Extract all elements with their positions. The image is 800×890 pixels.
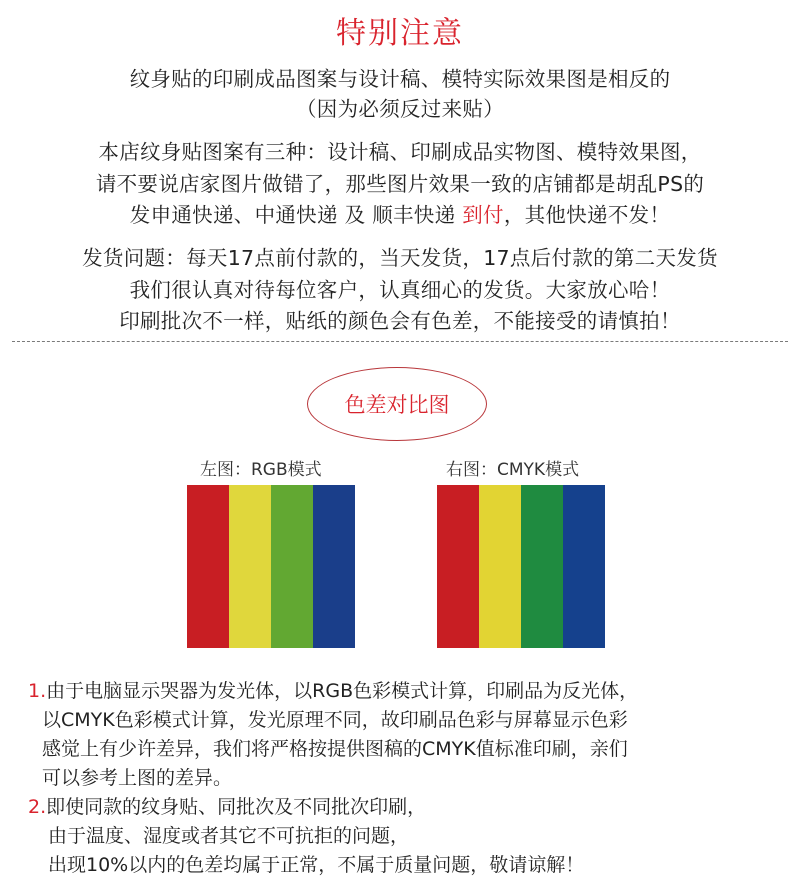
color-diff-badge: [307, 367, 487, 441]
section-divider: [12, 341, 788, 342]
notice-line-1: 本店纹身贴图案有三种：设计稿、印刷成品实物图、模特效果图，: [98, 140, 702, 164]
note-1-line-2: 以CMYK色彩模式计算，发光原理不同，故印刷品色彩与屏幕显示色彩: [42, 709, 628, 731]
no-other-couriers-text: ，其他快递不发！: [503, 203, 671, 227]
cmyk-swatch-strip: [437, 485, 605, 648]
collect-on-delivery-text: 到付: [462, 203, 504, 227]
rgb-caption: 左图：RGB模式: [200, 460, 322, 480]
shipping-couriers-text: 发申通快递、中通快递 及 顺丰快递: [129, 203, 463, 227]
note-1-number: 1.: [28, 680, 47, 702]
color-diff-badge-label: 色差对比图: [344, 393, 450, 417]
cmyk-green-swatch: [521, 485, 563, 648]
note-2-number: 2.: [28, 796, 47, 818]
note-2-line-1: 即使同款的纹身贴、同批次及不同批次印刷，: [46, 796, 427, 818]
cmyk-caption: 右图：CMYK模式: [446, 460, 580, 480]
rgb-blue-swatch: [313, 485, 355, 648]
shipping-line-3: 印刷批次不一样，贴纸的颜色会有色差，不能接受的请慎拍！: [119, 309, 681, 333]
rgb-yellow-swatch: [229, 485, 271, 648]
note-2-line-2: 由于温度、湿度或者其它不可抗拒的问题，: [48, 825, 410, 847]
rgb-green-swatch: [271, 485, 313, 648]
page-title: 特别注意: [336, 16, 464, 51]
cmyk-red-swatch: [437, 485, 479, 648]
intro-line-2: （因为必须反过来贴）: [296, 97, 504, 121]
rgb-swatch-strip: [187, 485, 355, 648]
note-1-line-3: 感觉上有少许差异，我们将严格按提供图稿的CMYK值标准印刷，亲们: [42, 738, 628, 760]
shipping-line-2: 我们很认真对待每位客户，认真细心的发货。大家放心哈！: [129, 278, 671, 302]
cmyk-blue-swatch: [563, 485, 605, 648]
note-1: [28, 677, 788, 793]
notice-line-2: 请不要说店家图片做错了，那些图片效果一致的店铺都是胡乱PS的: [95, 172, 705, 196]
notice-line-3: [0, 198, 800, 228]
rgb-red-swatch: [187, 485, 229, 648]
note-1-line-1: 由于电脑显示哭器为发光体，以RGB色彩模式计算，印刷品为反光体，: [46, 680, 639, 702]
shipping-line-1: 发货问题：每天17点前付款的，当天发货，17点后付款的第二天发货: [82, 246, 718, 270]
note-1-line-4: 可以参考上图的差异。: [42, 767, 233, 789]
note-2-line-3: 出现10%以内的色差均属于正常，不属于质量问题，敬请谅解！: [48, 854, 585, 876]
note-2: [28, 793, 788, 880]
cmyk-yellow-swatch: [479, 485, 521, 648]
intro-line-1: 纹身贴的印刷成品图案与设计稿、模特实际效果图是相反的: [129, 67, 671, 91]
